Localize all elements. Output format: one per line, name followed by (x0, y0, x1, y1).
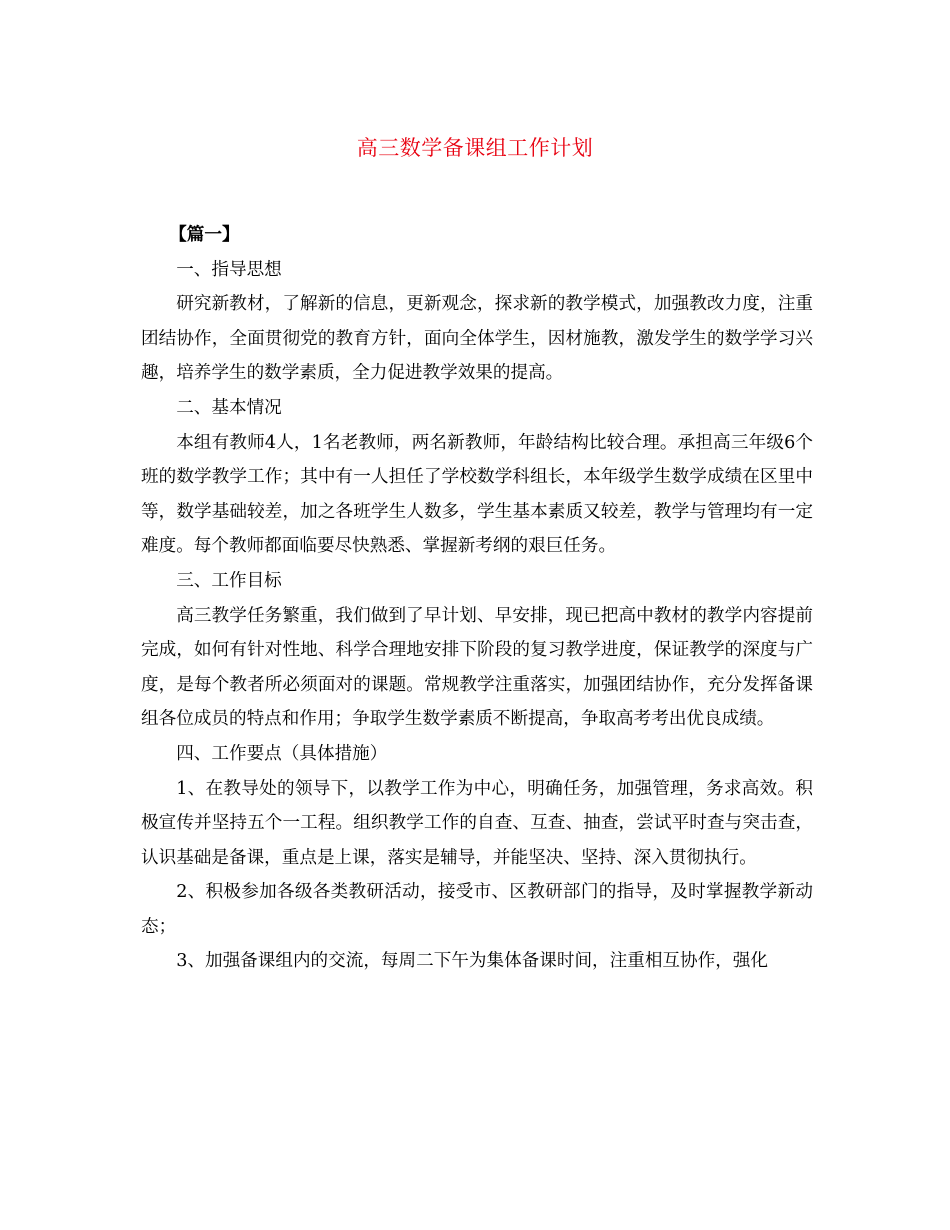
paragraph-work-point-2: 2、积极参加各级各类教研活动，接受市、区教研部门的指导，及时掌握教学新动态； (141, 882, 813, 937)
paragraph-work-point-3: 3、加强备课组内的交流，每周二下午为集体备课时间，注重相互协作，强化 (176, 951, 768, 972)
document-body (141, 218, 813, 979)
paragraph-work-goals: 高三教学任务繁重，我们做到了早计划、早安排，现已把高中教材的教学内容提前完成，如何有针对性地、科学合理地安排下阶段的复习教学进度，保证教学的深度与广度，是每个教者所必须面对的课题。常规教学注重落实，加强团结协作，充分发挥备课组各位成员的特点和作用；争取学生数学素质不断提高，争取高考考出优良成绩。 (141, 605, 813, 730)
heading-guiding-ideology: 一、指导思想 (176, 259, 282, 280)
paragraph-work-point-1: 1、在教导处的领导下，以教学工作为中心，明确任务，加强管理，务求高效。积极宣传并坚持五个一工程。组织教学工作的自查、互查、抽查，尝试平时查与突击查，认识基础是备课，重点是上课，落实是辅导，并能坚决、坚持、深入贯彻执行。 (141, 778, 813, 868)
heading-basic-situation: 二、基本情况 (176, 397, 282, 418)
paragraph-basic-situation: 本组有教师4人，1名老教师，两名新教师，年龄结构比较合理。承担高三年级6个班的数学教学工作；其中有一人担任了学校数学科组长，本年级学生数学成绩在区里中等，数学基础较差，加之各班学生人数多，学生基本素质又较差，教学与管理均有一定难度。每个教师都面临要尽快熟悉、掌握新考纲的艰巨任务。 (141, 432, 813, 557)
heading-work-goals: 三、工作目标 (176, 570, 282, 591)
heading-work-points: 四、工作要点（具体措施） (176, 743, 388, 764)
document-title: 高三数学备课组工作计划 (356, 136, 594, 160)
section-label: 【篇一】 (169, 224, 240, 245)
paragraph-guiding-ideology: 研究新教材，了解新的信息，更新观念，探求新的教学模式，加强教改力度，注重团结协作，全面贯彻党的教育方针，面向全体学生，因材施教，激发学生的数学学习兴趣，培养学生的数学素质，全力促进教学效果的提高。 (141, 294, 813, 384)
